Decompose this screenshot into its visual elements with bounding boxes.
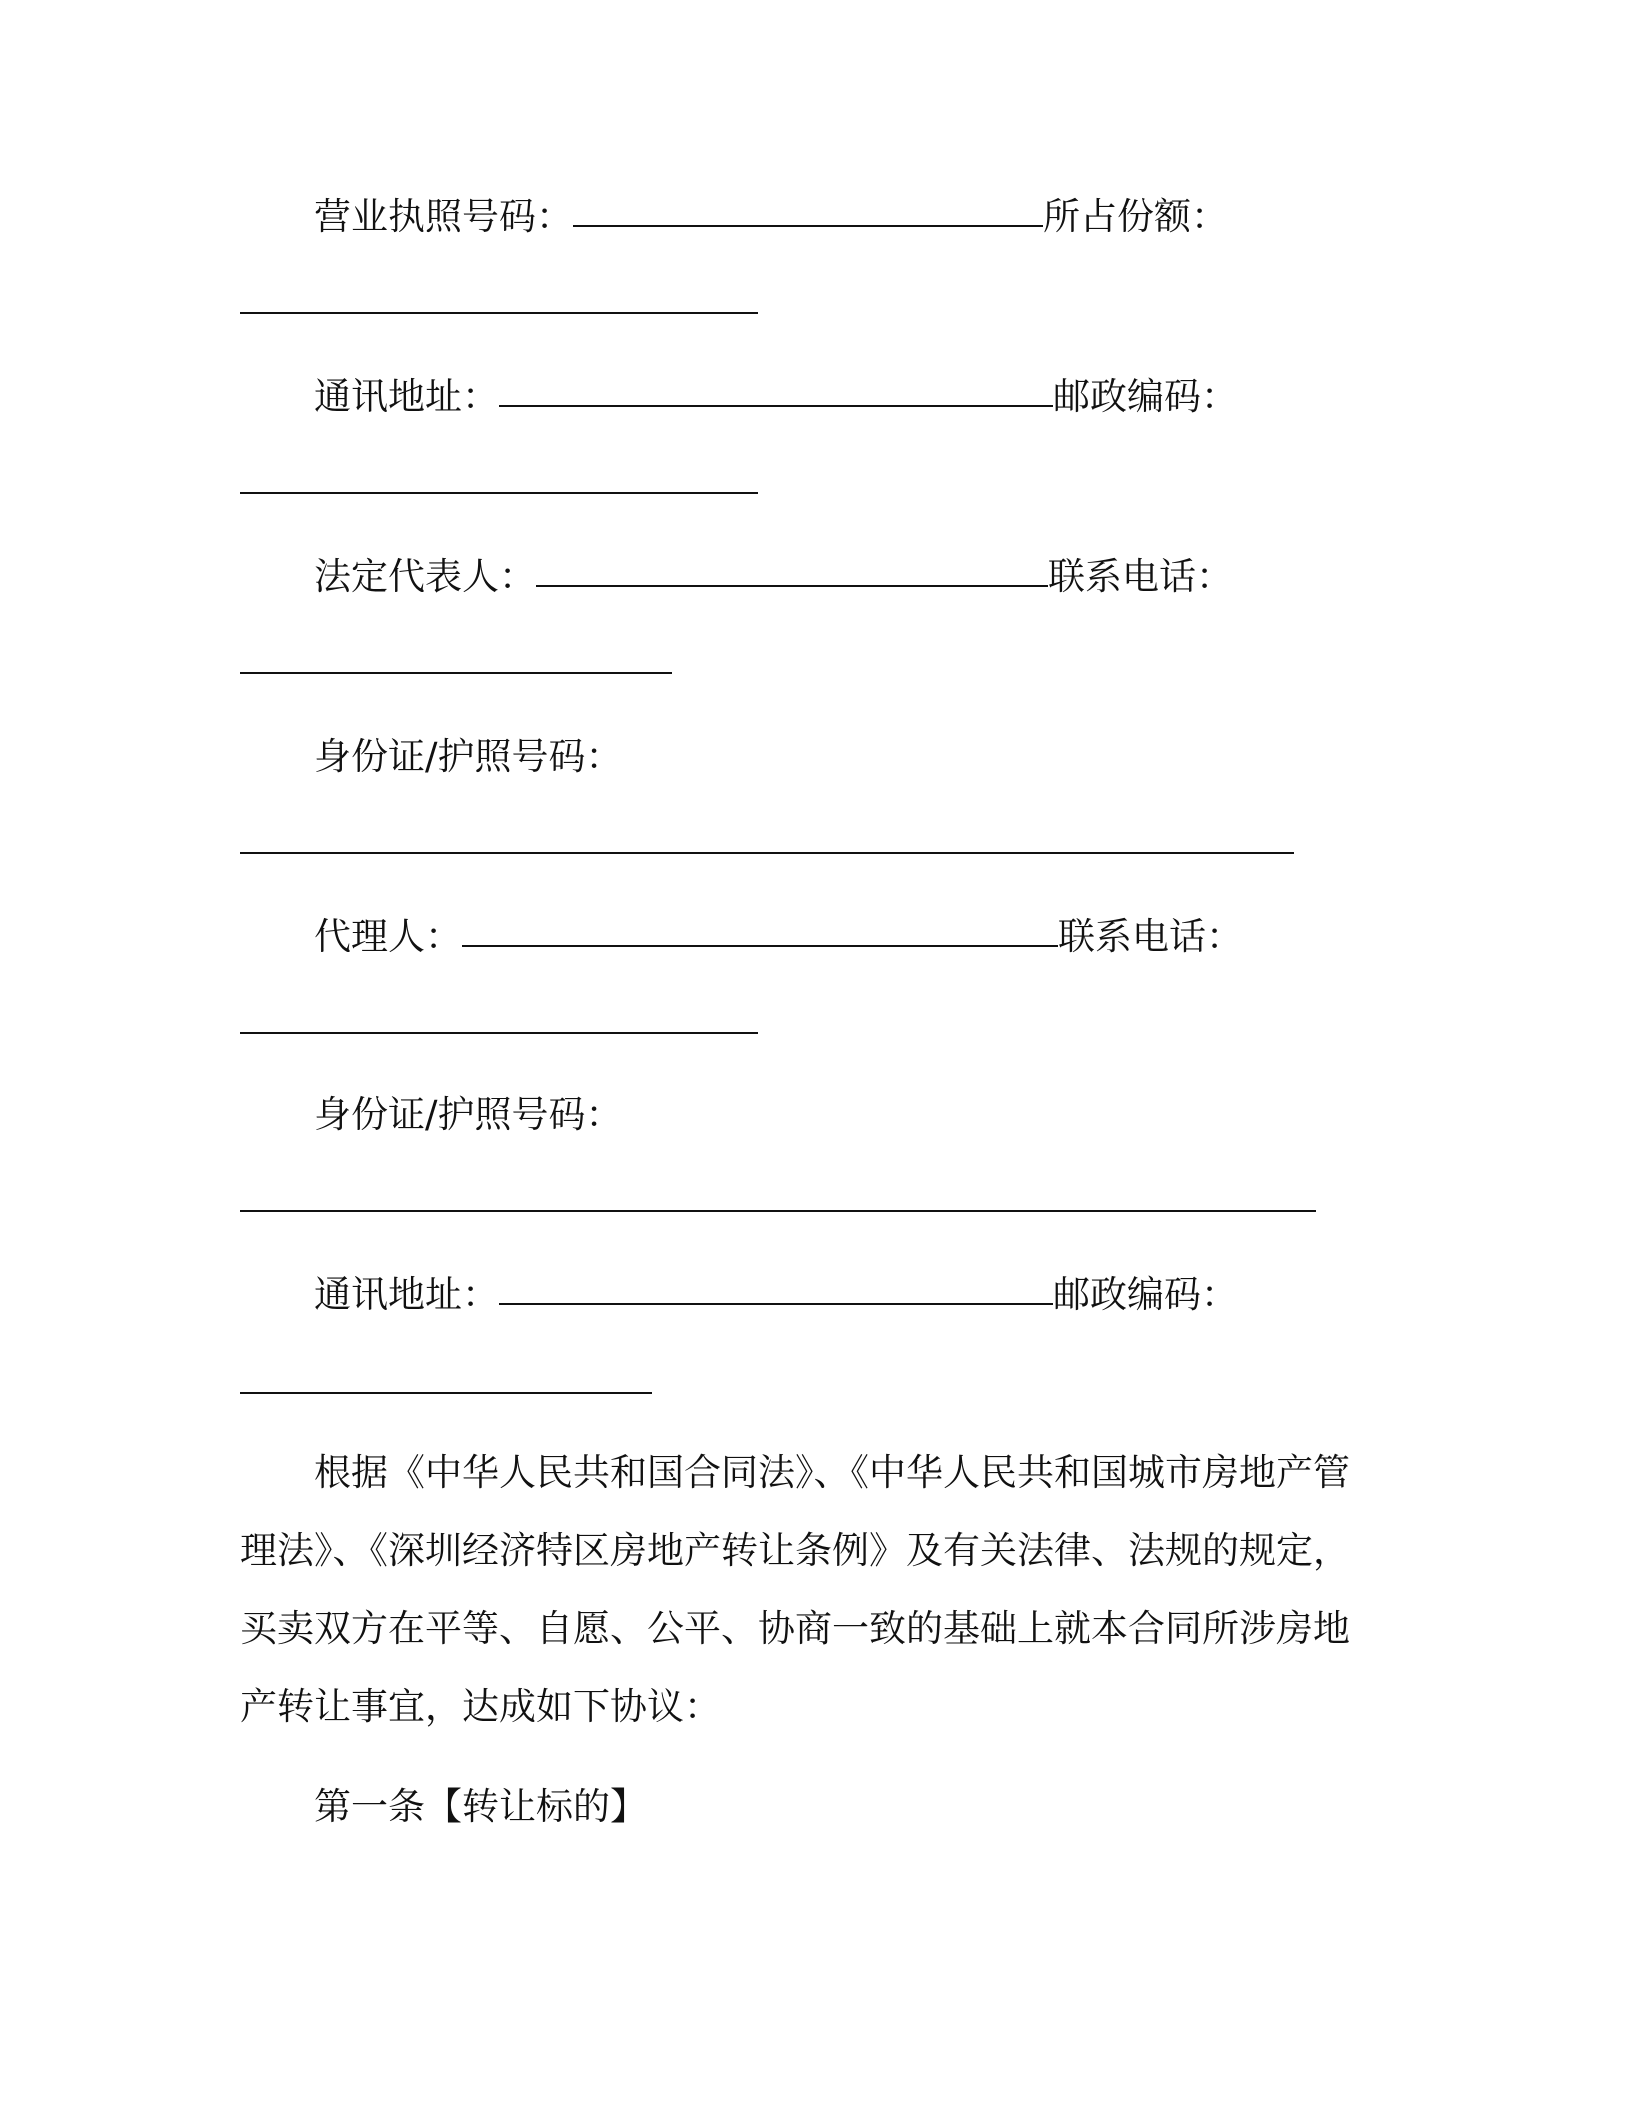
id-blank-2[interactable]	[240, 1210, 1316, 1212]
intro-paragraph	[240, 1434, 1360, 1746]
address-label-1: 通讯地址：	[314, 375, 499, 418]
intro-paragraph-text: 根据《中华人民共和国合同法》、《中华人民共和国城市房地产管理法》、《深圳经济特区房地产转让条例》及有关法律、法规的规定，买卖双方在平等、自愿、公平、协商一致的基础上就本合同所涉房地产转让事宜，达成如下协议：	[240, 1451, 1350, 1728]
id-row-2	[240, 1090, 622, 1140]
id-label-2: 身份证/护照号码：	[314, 1093, 623, 1136]
phone-label-2: 联系电话：	[1058, 915, 1243, 958]
address-postcode-row-1	[240, 372, 1238, 422]
legal-rep-blank[interactable]	[536, 585, 1048, 587]
id-blank-1[interactable]	[240, 852, 1294, 854]
legal-rep-label: 法定代表人：	[314, 555, 536, 598]
license-share-row	[240, 192, 1228, 242]
phone-label-1: 联系电话：	[1048, 555, 1233, 598]
id-label-1: 身份证/护照号码：	[314, 735, 623, 778]
postcode-label-2: 邮政编码：	[1053, 1273, 1238, 1316]
article-heading: 第一条【转让标的】	[314, 1785, 647, 1828]
address-blank-2[interactable]	[499, 1303, 1053, 1305]
id-row-1	[240, 732, 622, 782]
postcode-blank-2[interactable]	[240, 1392, 652, 1394]
article-heading-row	[240, 1782, 647, 1832]
share-label: 所占份额：	[1043, 195, 1228, 238]
postcode-blank-1[interactable]	[240, 492, 758, 494]
legal-rep-phone-row	[240, 552, 1233, 602]
phone-blank-1[interactable]	[240, 672, 672, 674]
phone-blank-2[interactable]	[240, 1032, 758, 1034]
license-label: 营业执照号码：	[314, 195, 573, 238]
agent-blank[interactable]	[462, 945, 1058, 947]
agent-phone-row	[240, 912, 1243, 962]
address-blank-1[interactable]	[499, 405, 1053, 407]
share-blank[interactable]	[240, 312, 758, 314]
license-blank[interactable]	[573, 225, 1043, 227]
address-label-2: 通讯地址：	[314, 1273, 499, 1316]
address-postcode-row-2	[240, 1270, 1238, 1320]
agent-label: 代理人：	[314, 915, 462, 958]
postcode-label-1: 邮政编码：	[1053, 375, 1238, 418]
